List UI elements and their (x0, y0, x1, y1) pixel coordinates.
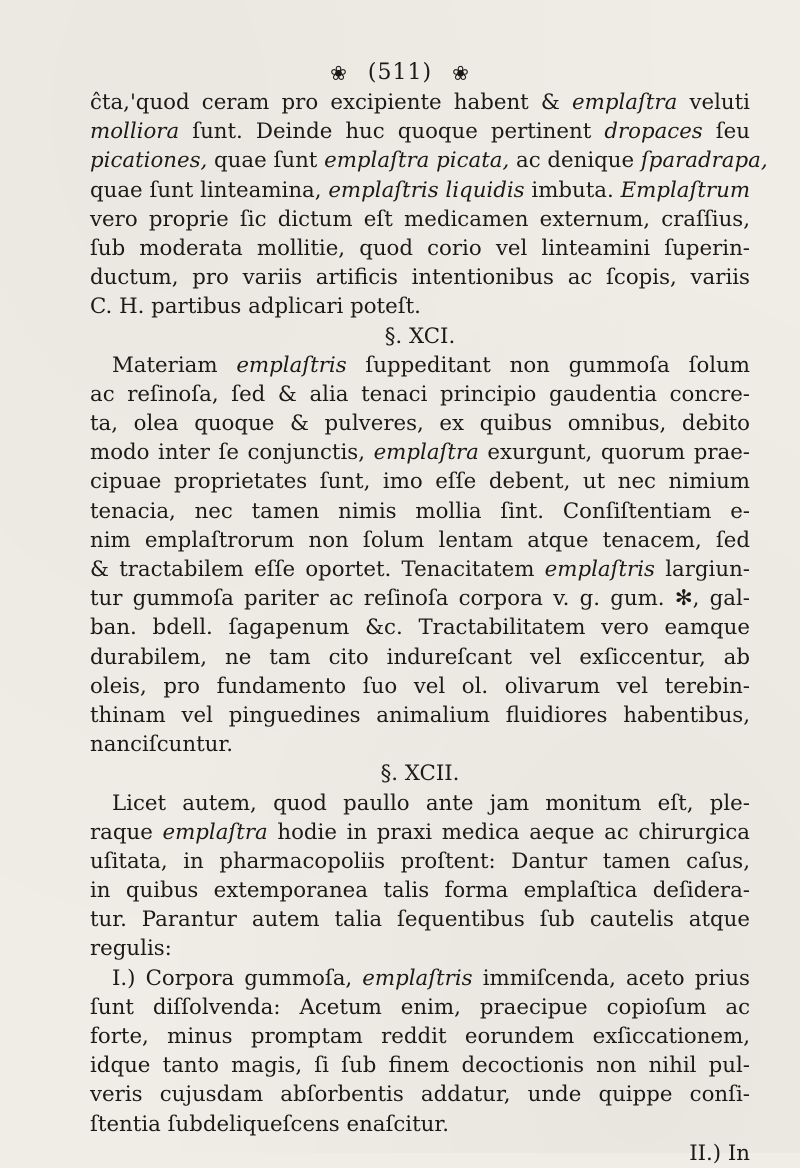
text-line (90, 701, 750, 730)
text-segment: ban. bdell. ſagapenum &c. Tractabilitatem vero eamque (90, 615, 750, 641)
text-line (90, 117, 750, 146)
text-segment: & tractabilem eſſe oportet. Tenacitatem (90, 557, 545, 582)
body-text (90, 88, 768, 1168)
italic-term: ſparadrapa, (640, 148, 768, 174)
text-segment: regulis: (90, 936, 172, 962)
text-segment: quae ſunt linteamina, (90, 177, 329, 203)
text-segment: ac reſinoſa, ſed & alia tenaci principio gaudentia concre- (90, 381, 750, 407)
ornament-right-icon: ❀ (452, 61, 470, 85)
text-line (90, 555, 750, 584)
text-segment: uſitata, in pharmacopoliis proſtent: Dantur tamen caſus, (90, 848, 750, 874)
text-line (90, 818, 750, 847)
text-segment: exurgunt, quorum prae- (478, 440, 750, 466)
text-line (90, 1080, 750, 1109)
text-segment: ſtentia ſubdeliqueſcens enaſcitur. (90, 1111, 449, 1137)
text-segment: ſeu (702, 119, 750, 145)
text-segment: ſub moderata mollitie, quod corio vel linteamini ſuperin- (90, 235, 750, 261)
page-header (0, 60, 800, 85)
text-line (90, 934, 750, 963)
ornament-left-icon: ❀ (330, 61, 348, 85)
text-line (90, 88, 750, 117)
text-segment: ac denique (509, 148, 641, 174)
italic-term: emplaſtra picata, (324, 148, 510, 174)
italic-term: emplaſtra (373, 440, 479, 466)
text-segment: veris cujusdam abſorbentis addatur, unde quippe conſi- (90, 1082, 750, 1108)
text-line (90, 1110, 750, 1139)
text-line (90, 497, 750, 526)
text-line (90, 176, 750, 205)
section-heading (90, 322, 750, 351)
text-segment: ſuppeditant non gummoſa ſolum (346, 352, 750, 378)
text-line (90, 905, 750, 934)
text-line (90, 876, 750, 905)
text-segment: §. XCII. (380, 761, 460, 787)
section-heading (90, 759, 750, 788)
text-segment: nim emplaſtrorum non ſolum lentam atque tenacem, ſed (90, 527, 750, 553)
text-segment: tur. Parantur autem talia ſequentibus ſub cautelis atque (90, 907, 750, 933)
italic-term: emplaſtris (362, 965, 473, 991)
page-number: (511) (367, 60, 433, 85)
text-segment: II.) In (689, 1140, 750, 1166)
text-line (90, 467, 750, 496)
text-line (90, 789, 750, 818)
italic-term: dropaces (604, 119, 703, 145)
italic-term: emplaſtris (236, 352, 347, 378)
text-line (90, 351, 750, 380)
text-line (90, 643, 750, 672)
text-segment: ĉta,'quod ceram pro excipiente habent & (90, 90, 573, 115)
text-segment: Materiam (112, 352, 237, 378)
text-line (90, 263, 750, 292)
text-segment: nanciſcuntur. (90, 732, 233, 758)
text-line (90, 146, 768, 175)
text-segment: idque tanto magis, ſi ſub finem decoctionis non nihil pul- (90, 1053, 750, 1079)
text-segment: tenacia, nec tamen nimis mollia ſint. Conſiſtentiam e- (90, 498, 750, 524)
text-segment: durabilem, ne tam cito indureſcant vel exſiccentur, ab (90, 644, 750, 670)
text-line (90, 1022, 750, 1051)
text-line (90, 584, 750, 613)
italic-term: Emplaſtrum (620, 177, 751, 203)
text-segment: C. H. partibus adplicari poteſt. (90, 294, 421, 320)
text-segment: modo inter ſe conjunctis, (90, 440, 374, 466)
text-line (90, 730, 750, 759)
text-segment: ſunt diſſolvenda: Acetum enim, praecipue copioſum ac (90, 994, 750, 1020)
text-line (90, 438, 750, 467)
text-line (90, 234, 750, 263)
text-segment: ta, olea quoque & pulveres, ex quibus omnibus, debito (90, 411, 750, 437)
text-line (90, 409, 750, 438)
text-segment: I.) Corpora gummoſa, (112, 965, 363, 991)
text-line (90, 205, 750, 234)
text-line (90, 847, 750, 876)
text-segment: §. XCI. (384, 323, 456, 349)
text-segment: forte, minus promptam reddit eorundem exſiccationem, (90, 1024, 750, 1049)
text-segment: hodie in praxi medica aeque ac chirurgica (267, 819, 750, 845)
text-segment: Licet autem, quod paullo ante jam monitum eſt, ple- (112, 790, 750, 816)
italic-term: emplaſtris (544, 557, 655, 582)
text-segment: raque (90, 819, 163, 845)
text-segment: oleis, pro fundamento ſuo vel ol. olivarum vel terebin- (90, 673, 750, 699)
text-segment: thinam vel pinguedines animalium fluidiores habentibus, (90, 702, 750, 728)
text-segment: largiun- (654, 557, 750, 582)
text-line (90, 1139, 750, 1168)
text-line (90, 1051, 750, 1080)
italic-term: emplaſtra (162, 819, 268, 845)
text-segment: quae ſunt (207, 148, 325, 174)
text-segment: tur gummoſa pariter ac reſinoſa corpora v. g. gum. ✻, gal- (90, 586, 750, 612)
text-segment: imbuta. (524, 177, 621, 203)
text-line (90, 613, 750, 642)
text-segment: veluti (677, 90, 750, 115)
text-line (90, 526, 750, 555)
italic-term: molliora (90, 119, 180, 145)
text-line (90, 993, 750, 1022)
text-segment: ductum, pro variis artificis intentionibus ac ſcopis, variis (90, 265, 750, 291)
italic-term: emplaſtris liquidis (328, 177, 525, 203)
text-segment: ſunt. Deinde huc quoque pertinent (179, 119, 605, 145)
text-line (90, 380, 750, 409)
text-line (90, 672, 750, 701)
italic-term: picationes, (90, 148, 208, 174)
text-segment: in quibus extemporanea talis forma emplaſtica deſidera- (90, 878, 750, 904)
text-segment: cipuae proprietates ſunt, imo eſſe debent, ut nec nimium (90, 469, 750, 495)
text-line (90, 964, 750, 993)
text-segment: vero proprie ſic dictum eſt medicamen externum, craſſius, (90, 206, 750, 232)
text-segment: immiſcenda, aceto prius (472, 965, 750, 991)
italic-term: emplaſtra (572, 90, 678, 115)
text-line (90, 292, 750, 321)
